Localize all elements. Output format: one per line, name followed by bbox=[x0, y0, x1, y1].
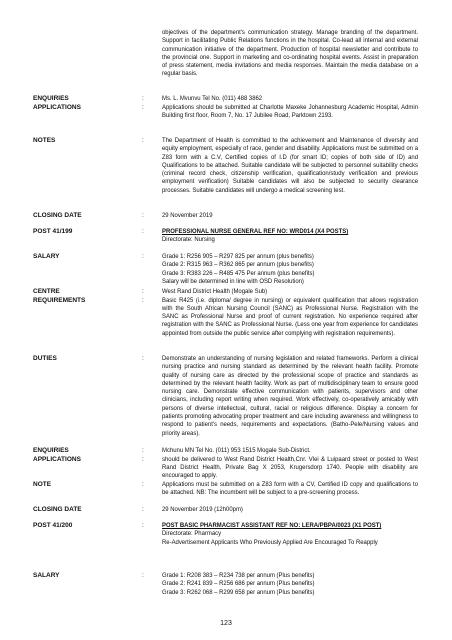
colon: : bbox=[142, 296, 144, 304]
note-label: NOTE bbox=[33, 480, 52, 488]
salary-line: Grade 1: R208 383 – R234 738 per annum (Plus benefits) bbox=[162, 573, 315, 579]
colon: : bbox=[142, 455, 144, 463]
centre-value: West Rand District Health (Mogale Sub) bbox=[162, 289, 268, 295]
colon: : bbox=[142, 137, 144, 144]
notes-label: NOTES bbox=[33, 137, 56, 144]
salary-line: Grade 3: R383 226 – R485 475 Per annum (plus benefits) bbox=[162, 270, 315, 277]
enquiries-label: ENQUIRIES bbox=[33, 95, 69, 102]
colon: : bbox=[142, 355, 144, 362]
closing-date-value: 29 November 2019 (12h00pm) bbox=[162, 507, 243, 513]
notes-value: The Department of Health is committed to the achievement and Maintenance of diversity and equity employment, especially of race, gender and disability. Applications must be submitted on a Z83 form with a C.V, Certified copies of I.D (for smart ID; copies of both side of ID) and Qualifications to be attached. Suitable candidate will be subjected to personnel suitability checks (criminal record check, citizenship verification, qualification/study verification and previous employment verification) Suitable candidates will also be subjected to security clearance processes. Suitable candidates will undergo a medical screening test. bbox=[162, 138, 418, 194]
colon: : bbox=[142, 447, 144, 454]
salary-line: Grade 2: R241 839 – R256 686 per annum (Plus benefits) bbox=[162, 581, 315, 588]
duties-label: DUTIES bbox=[33, 355, 57, 362]
salary-line: Salary will be determined in line with OSD Resolution) bbox=[162, 278, 304, 285]
colon: : bbox=[142, 228, 144, 235]
closing-date-value: 29 November 2019 bbox=[162, 213, 213, 219]
colon: : bbox=[142, 288, 144, 295]
continued-duties-paragraph: objectives of the department's communication strategy. Manage branding of the department. Support in facilitating Public Relations functions in the hospital. Co-lead all internal and external communication initiative of the department. Production of hospital newsletter and contribute to the provincial one. Support in marketing and co-ordinating hospital events. Assist in preparation of press statement, media invitations and media responses. Maintain the media database on a regular basis. bbox=[162, 30, 418, 78]
applications-label: APPLICATIONS bbox=[33, 455, 81, 463]
closing-date-label: CLOSING DATE bbox=[33, 212, 82, 219]
directorate: Directorate: Pharmacy bbox=[162, 531, 222, 538]
duties-value: Demonstrate an understanding of nursing legislation and related frameworks. Perform a clinical nursing practice and nursing standard as determined by the relevant health facility. Promote quality of nursing care as directed by the professional scope of practice and standards as determined by the relevant health facility. Work as part of multidisciplinary team to ensure good nursing care. Demonstrate effective communication with patients, supervisors and other clinicians, including report writing when required. Work effectively, co-operatively amicably with persons of diverse intellectual, cultural, racial or religious difference. Display a concern for patients promoting advocating proper treatment and care including awareness and willingness to respond to patient's needs, requirements and expectations. (Batho-Pele/Nursing values and priority areas). bbox=[162, 356, 418, 437]
centre-label: CENTRE bbox=[33, 288, 60, 295]
post-number-label: POST 41/200 bbox=[33, 522, 73, 529]
readvertisement-note: Re-Advertisement Applicants Who Previously Applied Are Encouraged To Reapply bbox=[162, 539, 378, 546]
colon: : bbox=[142, 253, 144, 260]
enquiries-value: Mchunu MN Tel No. (011) 953 1515 Mogale Sub-District. bbox=[162, 448, 311, 454]
salary-line: Grade 2: R315 963 – R362 865 per annum (plus benefits) bbox=[162, 262, 314, 269]
colon: : bbox=[142, 95, 144, 102]
colon: : bbox=[142, 522, 144, 529]
requirements-label: REQUIREMENTS bbox=[33, 296, 86, 304]
note-value: Applications must be submitted on a Z83 form with a CV, Certified ID copy and qualifications to be attached. NB: The incumbent will be subject to a pre-screening process. bbox=[162, 481, 418, 496]
applications-value: should be delivered to West Rand District Health,Cnr. Vlei & Luipaard street or posted to West Rand District Health, Private Bag X 2053, Krugersdorp 1740. People with disability are encouraged to apply. bbox=[162, 456, 418, 480]
colon: : bbox=[142, 506, 144, 513]
salary-values bbox=[162, 253, 418, 286]
salary-label: SALARY bbox=[33, 253, 60, 260]
post-title: PROFESSIONAL NURSE GENERAL REF NO: WRD014 (X4 POSTS) bbox=[162, 229, 349, 235]
post-title-block bbox=[162, 522, 418, 547]
directorate: Directorate: Nursing bbox=[162, 237, 215, 244]
colon: : bbox=[142, 212, 144, 219]
post-title: POST BASIC PHARMACIST ASSISTANT REF NO: LERA/PBPA/0023 (X1 POST) bbox=[162, 523, 382, 529]
applications-label: APPLICATIONS bbox=[33, 103, 81, 111]
applications-value: Applications should be submitted at Charlotte Maxeke Johannesburg Academic Hospital, Admin Building first floor, Room 7, No. 17 Jubilee Road, Parktown 2193. bbox=[162, 104, 418, 119]
enquiries-label: ENQUIRIES bbox=[33, 447, 69, 454]
closing-date-label: CLOSING DATE bbox=[33, 506, 82, 513]
salary-label: SALARY bbox=[33, 572, 60, 579]
salary-line: Grade 3: R262 068 – R299 658 per annum (Plus benefits) bbox=[162, 589, 315, 596]
enquiries-value: Ms. L. Mvunvu Tel No. (011) 488 3862 bbox=[162, 96, 263, 102]
colon: : bbox=[142, 480, 144, 488]
post-number-label: POST 41/199 bbox=[33, 228, 73, 235]
salary-line: Grade 1: R256 905 – R297 825 per annum (plus benefits) bbox=[162, 254, 314, 260]
colon: : bbox=[142, 103, 144, 111]
colon: : bbox=[142, 572, 144, 579]
requirements-value: Basic R425 (i.e. diploma/ degree in nursing) or equivalent qualification that allows registration with the South African Nursing Council (SANC) as Professional Nurse. Registration with the SANC as Professional Nurse and proof of current registration. No experience required after registration with the SANC as Professional Nurse. (Less one year from experience for candidates appointed from outside the public service after complying with registration requirements). bbox=[162, 297, 418, 337]
page-number: 123 bbox=[220, 620, 232, 627]
post-title-block bbox=[162, 228, 418, 245]
salary-values bbox=[162, 572, 418, 597]
